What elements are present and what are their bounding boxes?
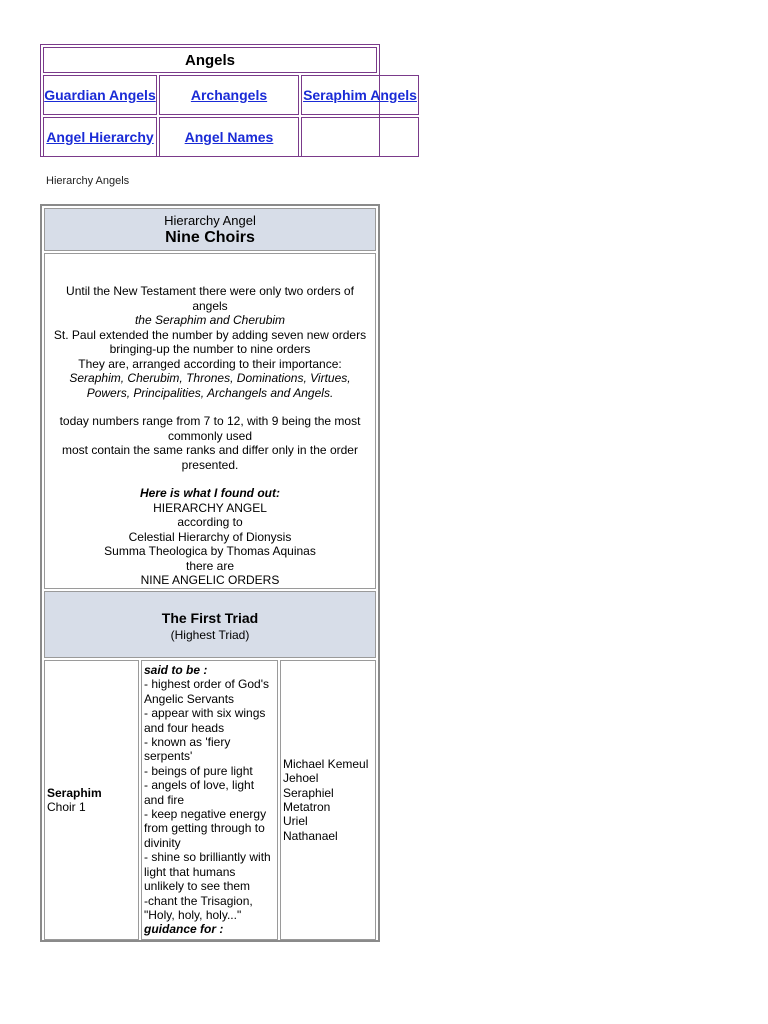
angel-names-cell bbox=[280, 660, 376, 940]
intro-p3: They are, arranged according to their importance: bbox=[78, 356, 342, 371]
intro-p3-italic: Seraphim, Cherubim, Thrones, Dominations, Virtues, Powers, Principalities, Archangels and Angels. bbox=[69, 371, 351, 400]
choir-description-cell bbox=[141, 660, 278, 940]
found-line: Summa Theologica by Thomas Aquinas bbox=[104, 544, 316, 558]
angel-name: Metatron bbox=[283, 800, 331, 814]
nav-cell-empty bbox=[301, 117, 419, 157]
nav-cell-names bbox=[159, 117, 299, 157]
intro-p5: most contain the same ranks and differ only in the order presented. bbox=[62, 443, 358, 472]
said-heading: said to be : bbox=[144, 663, 208, 677]
guardian-angels-link[interactable]: Guardian Angels bbox=[44, 86, 156, 103]
header-line-1: Hierarchy Angel bbox=[164, 213, 256, 228]
said-line: -chant the Trisagion, "Holy, holy, holy..." bbox=[144, 893, 253, 922]
triad-subtitle: (Highest Triad) bbox=[170, 628, 250, 642]
found-line: HIERARCHY ANGEL bbox=[153, 500, 267, 515]
said-line: - beings of pure light bbox=[144, 763, 253, 778]
archangels-link[interactable]: Archangels bbox=[190, 86, 268, 103]
table-header bbox=[44, 208, 376, 251]
found-heading: Here is what I found out: bbox=[140, 486, 280, 500]
hierarchy-table bbox=[40, 204, 380, 942]
intro-p1-italic: the Seraphim and Cherubim bbox=[134, 313, 286, 327]
angel-name: Jehoel bbox=[283, 771, 319, 786]
nav-title: Angels bbox=[43, 47, 377, 73]
found-line: NINE ANGELIC ORDERS bbox=[140, 573, 280, 587]
triad-title: The First Triad bbox=[161, 610, 259, 626]
said-line: - highest order of God's Angelic Servants bbox=[144, 677, 270, 706]
choir-number: Choir 1 bbox=[47, 800, 86, 814]
angel-names-link[interactable]: Angel Names bbox=[184, 128, 274, 145]
page-caption: Hierarchy Angels bbox=[46, 175, 130, 187]
angel-name: Nathanael bbox=[283, 828, 338, 843]
found-line: Celestial Hierarchy of Dionysis bbox=[128, 529, 292, 544]
found-line: according to bbox=[177, 515, 243, 529]
angels-nav-table bbox=[40, 44, 417, 157]
angel-hierarchy-link[interactable]: Angel Hierarchy bbox=[46, 128, 154, 145]
nav-cell-seraphim bbox=[301, 75, 419, 115]
guidance-heading: guidance for : bbox=[144, 922, 224, 937]
seraphim-angels-link[interactable]: Seraphim Angels bbox=[303, 86, 417, 103]
angel-name: Seraphiel bbox=[283, 785, 334, 800]
header-line-2: Nine Choirs bbox=[165, 229, 255, 246]
nav-cell-guardian bbox=[43, 75, 157, 115]
said-line: - keep negative energy from getting through to divinity bbox=[144, 807, 267, 850]
nav-cell-hierarchy bbox=[43, 117, 157, 157]
choir-name: Seraphim bbox=[47, 786, 102, 800]
found-line: there are bbox=[185, 558, 235, 573]
angel-name: Uriel bbox=[283, 814, 308, 829]
triad-header bbox=[44, 591, 376, 658]
said-line: - shine so brilliantly with light that humans unlikely to see them bbox=[144, 850, 271, 894]
said-line: - appear with six wings and four heads bbox=[144, 706, 266, 735]
intro-text-cell bbox=[44, 253, 376, 589]
intro-p1: Until the New Testament there were only two orders of angels bbox=[66, 284, 354, 313]
choir-name-cell bbox=[44, 660, 139, 940]
said-line: - angels of love, light and fire bbox=[144, 778, 255, 807]
nav-cell-archangels bbox=[159, 75, 299, 115]
angel-name: Michael Kemeul bbox=[283, 756, 369, 771]
said-line: - known as 'fiery serpents' bbox=[144, 735, 231, 764]
intro-p4: today numbers range from 7 to 12, with 9 being the most commonly used bbox=[59, 414, 361, 443]
intro-p2: St. Paul extended the number by adding seven new orders bringing-up the number to nine orders bbox=[53, 327, 367, 356]
